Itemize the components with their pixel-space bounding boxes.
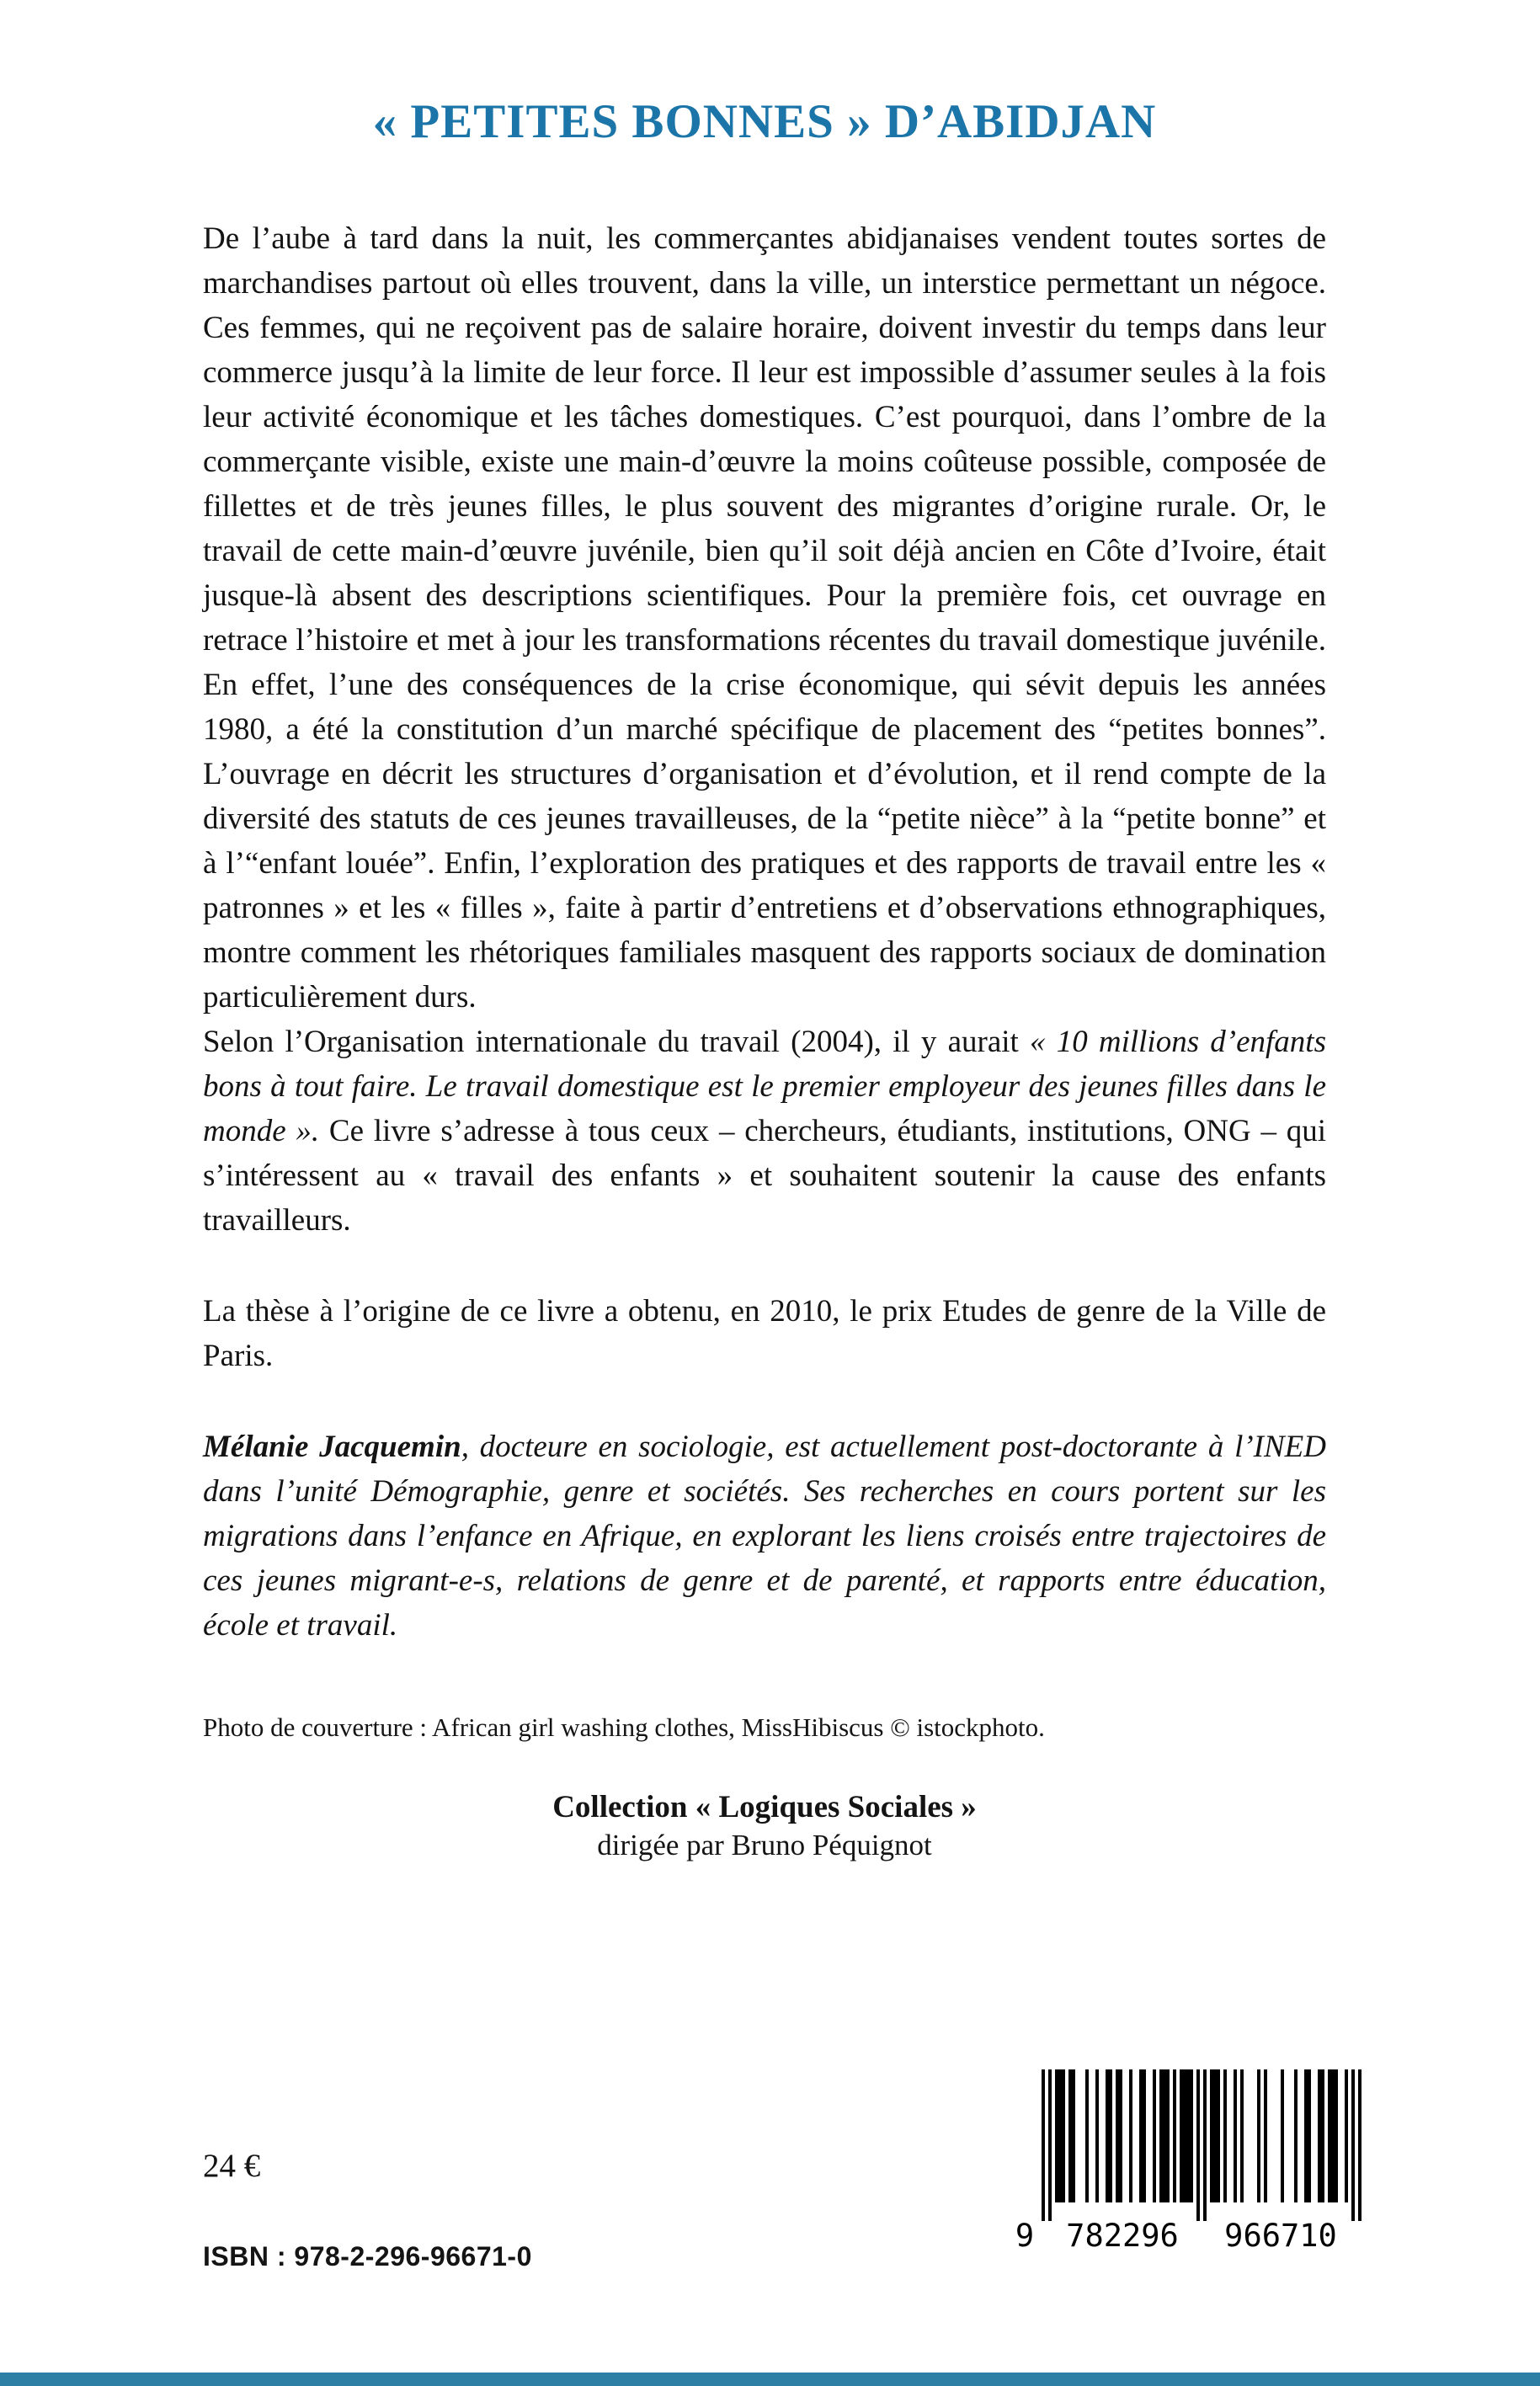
collection-block [203,1788,1326,1864]
author-bio [203,1425,1326,1648]
bottom-color-strip [0,2373,1540,2386]
author-name: Mélanie Jacquemin [203,1430,461,1464]
collection-director: dirigée par Bruno Péquignot [597,1829,932,1861]
svg-text:782296: 782296 [1066,2218,1179,2251]
svg-text:9: 9 [1015,2218,1035,2251]
collection-title: Collection « Logiques Sociales » [552,1790,977,1824]
isbn-label: ISBN : 978-2-296-96671-0 [203,2241,532,2271]
svg-text:966710: 966710 [1224,2218,1337,2251]
blurb-paragraph-quote [203,1020,1326,1243]
barcode-bars [1015,2069,1361,2251]
author-bio-text: , docteure en sociologie, est actuellement post-doctorante à l’INED dans l’unité Démographie, genre et sociétés. Ses recherches en cours portent sur les migrations dans l’enfance en Afrique, en explorant les liens croisés entre trajectoires de ces jeunes migrant-e-s, relations de genre et de parenté, et rapports entre éducation, école et travail. [203,1430,1326,1643]
ean13-barcode [1015,2069,1361,2251]
ilo-quote-text: « 10 millions d’enfants bons à tout faire. Le travail domestique est le premier employeur des jeunes filles dans le monde ». [203,1025,1326,1148]
blurb [203,216,1326,1864]
page-title: « PETITES BONNES » D’ABIDJAN [372,95,1157,148]
blurb-paragraph-main: De l’aube à tard dans la nuit, les commerçantes abidjanaises vendent toutes sortes de marchandises partout où elles trouvent, dans la ville, un interstice permettant un négoce. Ces femmes, qui ne reçoivent pas de salaire horaire, doivent investir du temps dans leur commerce jusqu’à la limite de leur force. Il leur est impossible d’assumer seules à la fois leur activité économique et les tâches domestiques. C’est pourquoi, dans l’ombre de la commerçante visible, existe une main-d’œuvre la moins coûteuse possible, composée de fillettes et de très jeunes filles, le plus souvent des migrantes d’origine rurale. Or, le travail de cette main-d’œuvre juvénile, bien qu’il soit déjà ancien en Côte d’Ivoire, était jusque-là absent des descriptions scientifiques. Pour la première fois, cet ouvrage en retrace l’histoire et met à jour les transformations récentes du travail domestique juvénile. En effet, l’une des conséquences de la crise économique, qui sévit depuis les années 1980, a été la constitution d’un marché spécifique de placement des “petites bonnes”. L’ouvrage en décrit les structures d’organisation et d’évolution, et il rend compte de la diversité des statuts de ces jeunes travailleuses, de la “petite nièce” à la “petite bonne” et à l’“enfant louée”. Enfin, l’exploration des pratiques et des rapports de travail entre les « patronnes » et les « filles », faite à partir d’entretiens et d’observations ethnographiques, montre comment les rhétoriques familiales masquent des rapports sociaux de domination particulièrement durs. [203,221,1326,1015]
quote-tail-text: Ce livre s’adresse à tous ceux – chercheurs, étudiants, institutions, ONG – qui s’intéressent au « travail des enfants » et souhaitent soutenir la cause des enfants travailleurs. [203,1114,1326,1238]
quote-lead-text: Selon l’Organisation internationale du travail (2004), il y aurait [203,1025,1031,1059]
photo-credit: Photo de couverture : African girl washing clothes, MissHibiscus © istockphoto. [203,1712,1045,1742]
prize-paragraph: La thèse à l’origine de ce livre a obtenu, en 2010, le prix Etudes de genre de la Ville de Paris. [203,1294,1326,1373]
text-column [203,94,1326,1864]
price-label: 24 € [203,2148,261,2184]
